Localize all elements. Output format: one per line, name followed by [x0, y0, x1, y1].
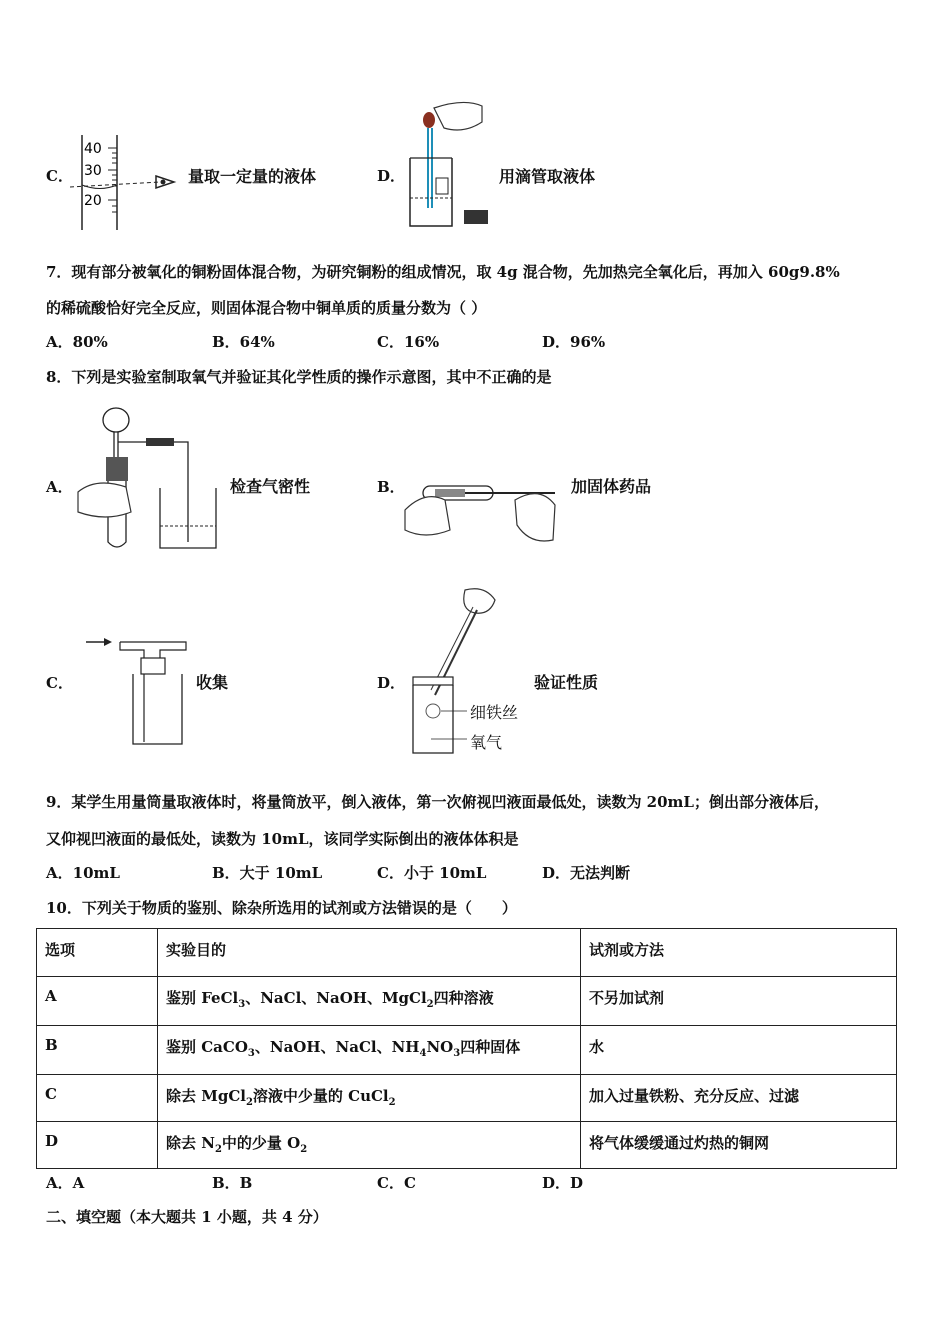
q9-option-a[interactable]: A．10mL — [46, 864, 120, 882]
q8-d-caption: 验证性质 — [534, 673, 599, 692]
row-a-purpose: 鉴别 FeCl$_3$、NaCl、NaOH、MgCl$_2$四种溶液 — [158, 977, 581, 1026]
q9-option-d[interactable]: D．无法判断 — [542, 864, 631, 882]
q8-a-label: A． — [46, 478, 73, 496]
q7-option-a[interactable]: A．80% — [46, 333, 108, 351]
row-a-method: 不另加试剂 — [581, 977, 897, 1026]
iron-wire-annotation: 细铁丝 — [470, 703, 519, 722]
table-header-row — [37, 929, 897, 977]
section-2-heading: 二、填空题（本大题共 1 小题，共 4 分） — [46, 1208, 328, 1226]
q7-option-c[interactable]: C．16% — [377, 333, 440, 351]
q9-stem-line2: 又仰视凹液面的最低处，读数为 10mL，该同学实际倒出的液体体积是 — [46, 830, 519, 848]
tick-40: 40 — [84, 141, 102, 157]
q8-stem: 8．下列是实验室制取氧气并验证其化学性质的操作示意图，其中不正确的是 — [46, 368, 552, 386]
q10-option-a[interactable]: A．A — [46, 1174, 85, 1192]
dropper-figure — [404, 98, 499, 233]
header-option: 选项 — [37, 929, 158, 977]
q6-c-caption: 量取一定量的液体 — [188, 167, 317, 186]
q10-table — [36, 928, 897, 1169]
graduated-cylinder-figure — [70, 130, 190, 235]
q8-c-label: C． — [46, 674, 73, 692]
gas-collection-figure — [86, 632, 196, 748]
q10-stem: 10．下列关于物质的鉴别、除杂所选用的试剂或方法错误的是（ ） — [46, 899, 517, 917]
q10-option-d[interactable]: D．D — [542, 1174, 584, 1192]
row-c-option: C — [37, 1075, 158, 1122]
header-method: 试剂或方法 — [581, 929, 897, 977]
row-d-option: D — [37, 1122, 158, 1169]
q9-option-c[interactable]: C．小于 10mL — [377, 864, 487, 882]
q8-c-caption: 收集 — [196, 673, 229, 692]
q6-d-label: D． — [377, 167, 406, 185]
table-row — [37, 1026, 897, 1075]
q6-d-caption: 用滴管取液体 — [499, 167, 596, 186]
q9-stem-line1: 9．某学生用量筒量取液体时，将量筒放平，倒入液体，第一次俯视凹液面最低处，读数为 20mL；倒出部分液体后， — [46, 793, 829, 811]
row-b-method: 水 — [581, 1026, 897, 1075]
q9-option-b[interactable]: B．大于 10mL — [212, 864, 323, 882]
airtightness-check-figure — [76, 402, 226, 554]
q8-b-caption: 加固体药品 — [571, 477, 652, 496]
q8-a-caption: 检查气密性 — [230, 477, 311, 496]
iron-wire-combustion-figure — [405, 585, 530, 757]
row-d-purpose: 除去 $N_2$中的少量 $O_2$ — [158, 1122, 581, 1169]
add-solid-figure — [405, 470, 570, 552]
row-b-purpose: 鉴别 CaCO$_3$、NaOH、NaCl、$NH_4NO_3$四种固体 — [158, 1026, 581, 1075]
q7-option-d[interactable]: D．96% — [542, 333, 606, 351]
row-b-option: B — [37, 1026, 158, 1075]
q10-option-c[interactable]: C．C — [377, 1174, 416, 1192]
row-c-purpose: 除去 MgCl$_2$溶液中少量的 CuCl$_2$ — [158, 1075, 581, 1122]
q7-option-b[interactable]: B．64% — [212, 333, 275, 351]
eye-icon — [156, 176, 174, 188]
q7-stem-line1: 7．现有部分被氧化的铜粉固体混合物，为研究铜粉的组成情况，取 4g 混合物，先加热完全氧化后，再加入 60g9.8% — [46, 263, 840, 281]
row-a-option: A — [37, 977, 158, 1026]
tick-30: 30 — [84, 163, 102, 179]
table-row — [37, 1122, 897, 1169]
q8-b-label: B． — [377, 478, 405, 496]
tick-20: 20 — [84, 193, 102, 209]
header-purpose: 实验目的 — [158, 929, 581, 977]
row-d-method: 将气体缓缓通过灼热的铜网 — [581, 1122, 897, 1169]
row-c-method: 加入过量铁粉、充分反应、过滤 — [581, 1075, 897, 1122]
q10-option-b[interactable]: B．B — [212, 1174, 253, 1192]
q8-d-label: D． — [377, 674, 406, 692]
oxygen-annotation: 氧气 — [470, 733, 503, 752]
q6-c-label: C． — [46, 167, 73, 185]
q7-stem-line2: 的稀硫酸恰好完全反应，则固体混合物中铜单质的质量分数为（ ） — [46, 299, 487, 317]
table-row — [37, 1075, 897, 1122]
table-row — [37, 977, 897, 1026]
